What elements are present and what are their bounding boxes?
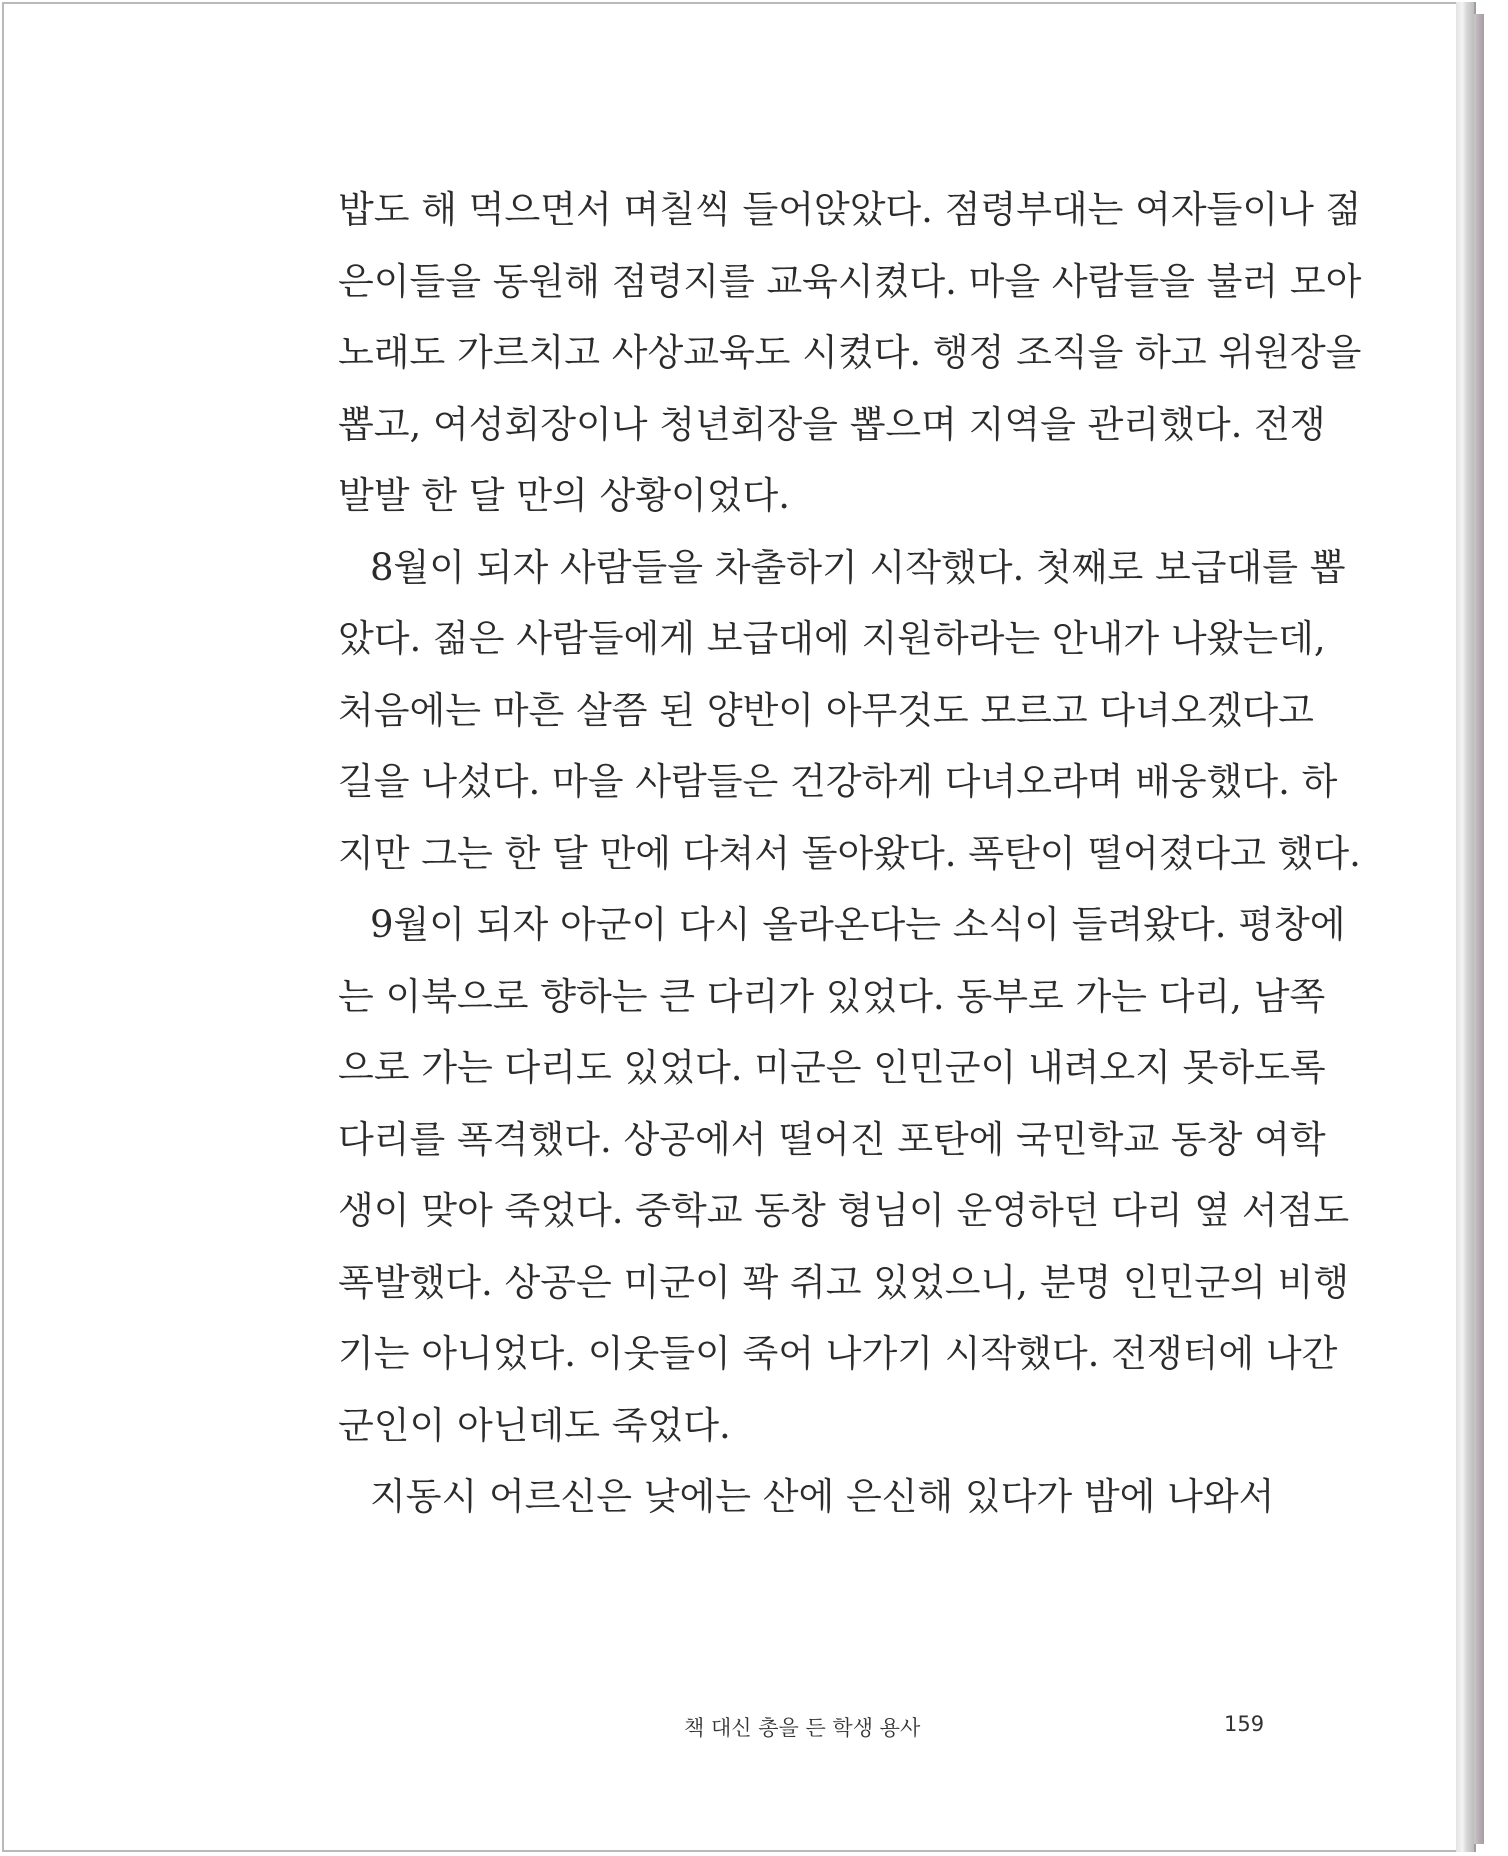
text-line: 는 이북으로 향하는 큰 다리가 있었다. 동부로 가는 다리, 남쪽 bbox=[338, 974, 1326, 1018]
text-line: 은이들을 동원해 점령지를 교육시켰다. 마을 사람들을 불러 모아 bbox=[338, 259, 1362, 303]
text-line: 군인이 아닌데도 죽었다. bbox=[338, 1403, 731, 1447]
text-line: 폭발했다. 상공은 미군이 꽉 쥐고 있었으니, 분명 인민군의 비행 bbox=[338, 1260, 1350, 1304]
page-stack-edge bbox=[1456, 2, 1476, 1852]
text-line-indented: 8월이 되자 사람들을 차출하기 시작했다. 첫째로 보급대를 뽑 bbox=[370, 545, 1346, 589]
text-line: 길을 나섰다. 마을 사람들은 건강하게 다녀오라며 배웅했다. 하 bbox=[338, 760, 1338, 803]
text-line: 밥도 해 먹으면서 며칠씩 들어앉았다. 점령부대는 여자들이나 젊 bbox=[338, 188, 1362, 231]
text-line: 생이 맞아 죽었다. 중학교 동창 형님이 운영하던 다리 옆 서점도 bbox=[338, 1189, 1350, 1232]
text-line: 뽑고, 여성회장이나 청년회장을 뽑으며 지역을 관리했다. 전쟁 bbox=[338, 402, 1326, 446]
text-line: 처음에는 마흔 살쯤 된 양반이 아무것도 모르고 다녀오겠다고 bbox=[338, 688, 1314, 732]
text-line: 노래도 가르치고 사상교육도 시켰다. 행정 조직을 하고 위원장을 bbox=[338, 331, 1362, 374]
running-footer-title: 책 대신 총을 든 학생 용사 bbox=[684, 1716, 921, 1740]
text-line: 다리를 폭격했다. 상공에서 떨어진 포탄에 국민학교 동창 여학 bbox=[338, 1117, 1326, 1161]
page-stack-edge-inner bbox=[1474, 14, 1484, 1844]
page-number: 159 bbox=[1224, 1712, 1265, 1736]
text-line-indented: 지동시 어르신은 낮에는 산에 은신해 있다가 밤에 나와서 bbox=[370, 1475, 1275, 1518]
text-line: 기는 아니었다. 이웃들이 죽어 나가기 시작했다. 전쟁터에 나간 bbox=[338, 1332, 1338, 1375]
text-line-indented: 9월이 되자 아군이 다시 올라온다는 소식이 들려왔다. 평창에 bbox=[370, 903, 1346, 946]
text-line: 발발 한 달 만의 상황이었다. bbox=[338, 474, 790, 517]
text-line: 았다. 젊은 사람들에게 보급대에 지원하라는 안내가 나왔는데, bbox=[338, 617, 1326, 660]
body-text bbox=[338, 182, 1362, 1541]
text-line: 으로 가는 다리도 있었다. 미군은 인민군이 내려오지 못하도록 bbox=[338, 1046, 1326, 1089]
text-line: 지만 그는 한 달 만에 다쳐서 돌아왔다. 폭탄이 떨어졌다고 했다. bbox=[338, 831, 1361, 875]
